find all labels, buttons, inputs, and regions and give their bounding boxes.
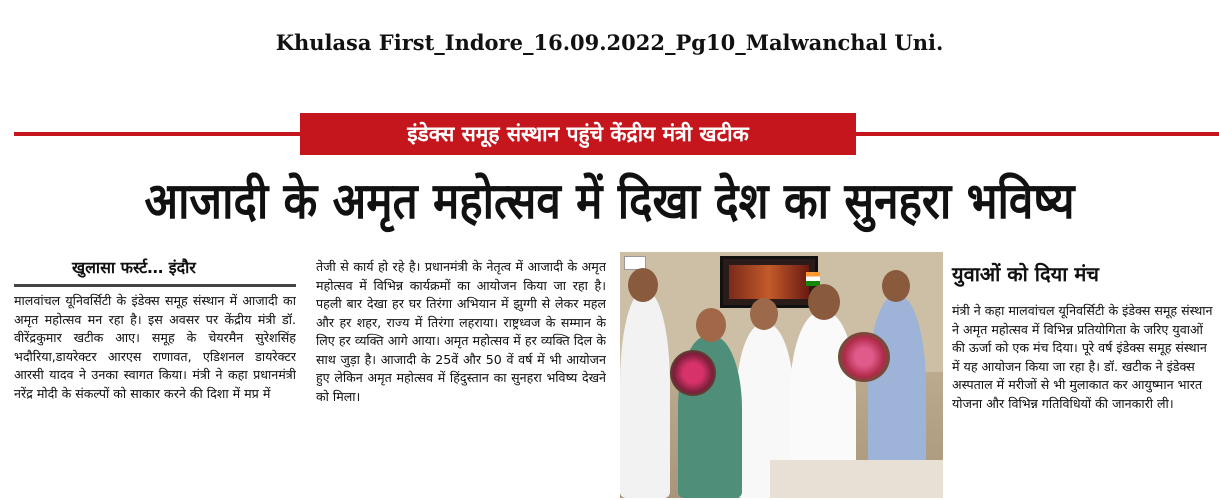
photo-flag [806, 272, 820, 286]
photo-person-1-head [628, 268, 658, 302]
photo-table [770, 460, 943, 498]
photo-bouquet-1 [670, 350, 716, 396]
article-column-1: मालवांचल यूनिवर्सिटी के इंडेक्स समूह संस्थान में आजादी का अमृत महोत्सव मन रहा है। इस अवसर पर केंद्रीय मंत्री डॉ. वीरेंद्रकुमार खटीक आए। समूह के चेयरमैन सुरेशसिंह भदौरिया,डायरेक्टर आरएस राणावत, एडिशनल डायरेक्टर आरसी यादव ने उनका स्वागत किया। मंत्री ने कहा प्रधानमंत्री नरेंद्र मोदी के संकल्पों को साकार करने की दिशा में मप्र में [14, 293, 296, 401]
byline: खुलासा फर्स्ट… इंदौर [72, 258, 196, 277]
clipping-caption: Khulasa First_Indore_16.09.2022_Pg10_Malwanchal Uni. [275, 30, 944, 55]
byline-rule [14, 284, 296, 287]
photo-bouquet-2 [838, 332, 890, 382]
photo-person-3-head [750, 298, 778, 330]
photo-person-4-head [808, 284, 840, 320]
article-headline: आजादी के अमृत महोत्सव में दिखा देश का सुनहरा भविष्य [144, 172, 1075, 230]
sidebar-text: मंत्री ने कहा मालवांचल यूनिवर्सिटी के इंडेक्स समूह संस्थान ने अमृत महोत्सव में विभिन्न प्रतियोगिता के जरिए युवाओं की ऊर्जा को एक मंच दिया। पूरे वर्ष इंडेक्स समूह संस्थान में यह आयोजन किया जा रहा है। डॉ. खटीक ने इंडेक्स अस्पताल में मरीजों से भी मुलाकात कर आयुष्मान भारत योजना और विभिन्न गतिविधियों की जानकारी ली। [952, 303, 1213, 411]
kicker-banner: इंडेक्स समूह संस्थान पहुंचे केंद्रीय मंत्री खटीक [300, 113, 856, 155]
article-column-2: तेजी से कार्य हो रहे है। प्रधानमंत्री के नेतृत्व में आजादी के अमृत महोत्सव में विभिन्न कार्यक्रमों का आयोजन किया जा रहा है। पहली बार देखा हर घर तिरंगा अभियान में झुग्गी से लेकर महल और हर शहर, राज्य में तिरंगा लहराया। राष्ट्रध्वज के सम्मान के लिए हर व्यक्ति आगे आया। अमृत महोत्सव में हर व्यक्ति दिल के साथ जुड़ा है। आजादी के 25वें और 50 वें वर्ष में भी आयोजन हुए लेकिन अमृत महोत्सव में हिंदुस्तान का सुनहरा भविष्य देखने को मिला। [316, 259, 606, 404]
photo-person-5-head [882, 270, 910, 302]
news-photo [620, 252, 943, 498]
photo-person-2-head [696, 308, 726, 342]
sidebar-heading: युवाओं को दिया मंच [952, 262, 1100, 286]
photo-person-1 [620, 292, 670, 498]
